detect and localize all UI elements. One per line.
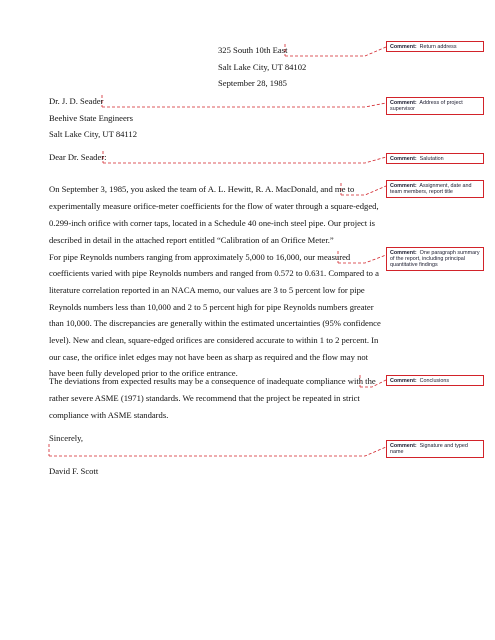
paragraph2-line: have been fully developed prior to the orifice entrance.	[49, 368, 238, 378]
comment-text: One paragraph summary of the report, including principal quantitative findings	[390, 249, 480, 269]
paragraph1-line: On September 3, 1985, you asked the team of A. L. Hewitt, R. A. MacDonald, and me to	[49, 184, 355, 194]
comment-label: Comment:	[390, 442, 419, 449]
comment-text: Salutation	[419, 155, 444, 162]
comment-conclusions[interactable]	[386, 375, 484, 386]
closing: Sincerely,	[49, 433, 84, 443]
paragraph2-line: our case, the orifice inlet edges may not have been as sharp as required and the flow may not	[49, 352, 369, 362]
recipient-company: Beehive State Engineers	[49, 113, 133, 123]
comment-label: Comment:	[390, 249, 419, 256]
comment-text: Return address	[419, 43, 457, 50]
letter-date: September 28, 1985	[218, 78, 287, 88]
comment-label: Comment:	[390, 377, 419, 384]
comment-label: Comment:	[390, 182, 419, 189]
signature-name: David F. Scott	[49, 466, 99, 476]
paragraph1-line: described in detail in the attached report entitled “Calibration of an Orifice Meter.”	[49, 235, 334, 245]
paragraph2-line: than 10,000. The discrepancies are generally within the estimated uncertainties (95% confidence	[49, 318, 381, 328]
paragraph2-line: coefficients varied with pipe Reynolds numbers and ranged from 0.572 to 0.631. Compared to a	[49, 268, 379, 278]
paragraph1-line: 0.299-inch orifice with corner taps, located in a Schedule 40 one-inch steel pipe. Our project is	[49, 218, 375, 228]
comment-text: Assignment, date and team members, report title	[390, 182, 472, 195]
comment-label: Comment:	[390, 43, 419, 50]
recipient-name: Dr. J. D. Seader	[49, 96, 104, 106]
comment-assignment[interactable]	[386, 180, 484, 198]
paragraph3-line: rather severe ASME (1971) standards. We recommend that the project be repeated in strict	[49, 393, 360, 403]
return-address-city: Salt Lake City, UT 84102	[218, 62, 307, 72]
comment-signature[interactable]	[386, 440, 484, 458]
paragraph1-line: experimentally measure orifice-meter coefficients for the flow of water through a square-edged,	[49, 201, 379, 211]
comment-text: Conclusions	[419, 377, 450, 384]
paragraph2-line: Reynolds numbers less than 10,000 and 2 to 5 percent high for pipe Reynolds numbers greater	[49, 302, 374, 312]
comment-return-address[interactable]	[386, 41, 484, 52]
comment-supervisor-address[interactable]	[386, 97, 484, 115]
paragraph2-line: For pipe Reynolds numbers ranging from approximately 5,000 to 16,000, our measured	[49, 252, 351, 262]
paragraph3-line: The deviations from expected results may be a consequence of inadequate compliance with the	[49, 376, 376, 386]
return-address-street: 325 South 10th East	[218, 45, 288, 55]
comment-text: Signature and typed name	[390, 442, 468, 455]
comment-label: Comment:	[390, 99, 419, 106]
paragraph2-line: level). New and clean, square-edged orifices are considered accurate to within 1 to 2 percent. In	[49, 335, 379, 345]
comment-salutation[interactable]	[386, 153, 484, 164]
paragraph3-line: compliance with ASME standards.	[49, 410, 169, 420]
comment-text: Address of project supervisor	[390, 99, 463, 112]
salutation: Dear Dr. Seader:	[49, 152, 107, 162]
recipient-city: Salt Lake City, UT 84112	[49, 129, 137, 139]
comment-summary[interactable]	[386, 247, 484, 271]
paragraph2-line: literature correlation reported in an NACA memo, our values are 3 to 5 percent low for pipe	[49, 285, 365, 295]
comment-label: Comment:	[390, 155, 419, 162]
